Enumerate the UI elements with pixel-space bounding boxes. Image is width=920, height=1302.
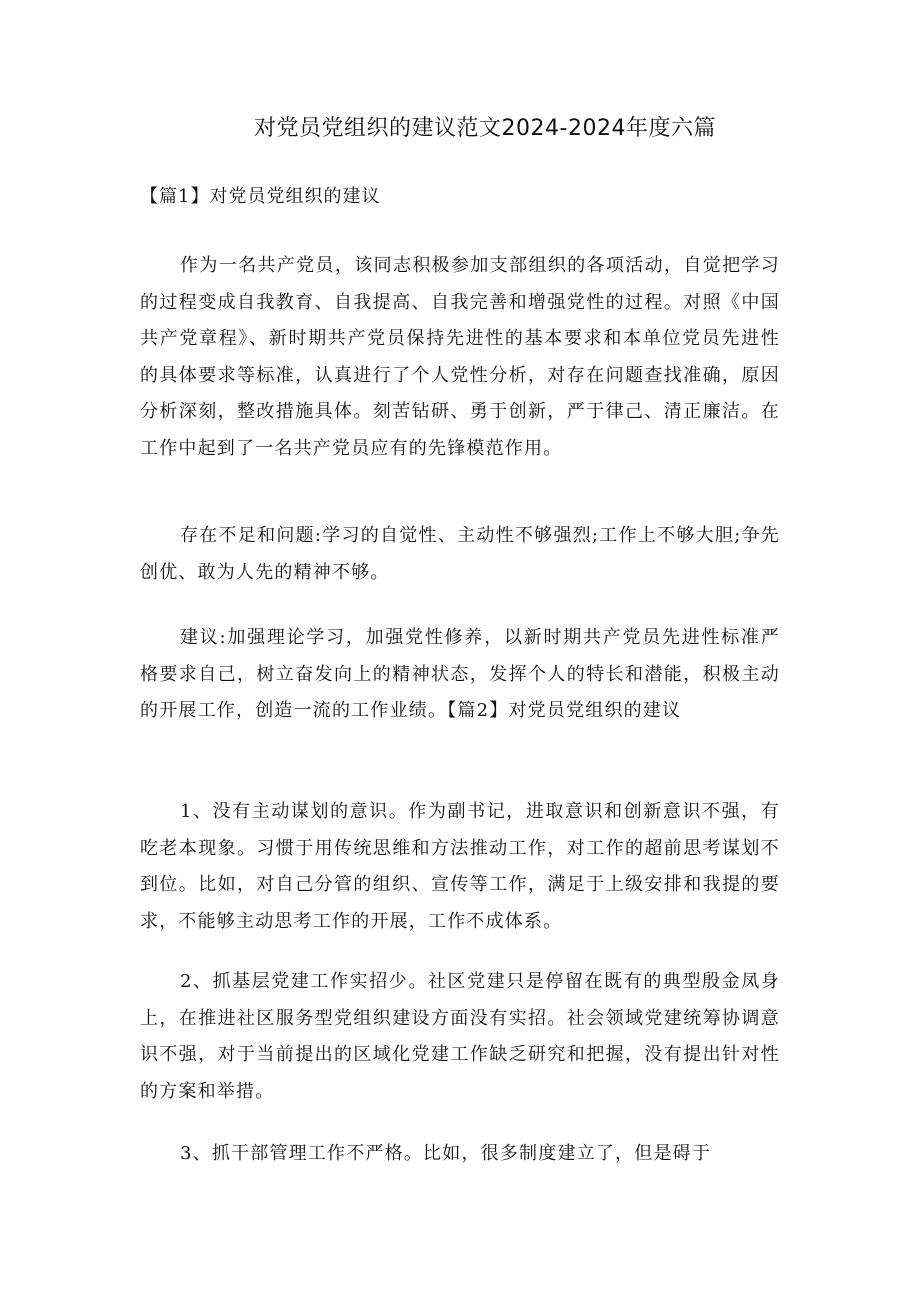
- section-heading: 【篇1】对党员党组织的建议: [140, 186, 381, 207]
- paragraph-5: 2、抓基层党建工作实招少。社区党建只是停留在既有的典型殷金凤身上，在推进社区服务型党组织建设方面没有实招。社会领域党建统筹协调意识不强，对于当前提出的区域化党建工作缺乏研究和把握，没有提出针对性的方案和举措。: [140, 971, 780, 1102]
- paragraph-6: 3、抓干部管理工作不严格。比如，很多制度建立了，但是碍于: [180, 1143, 712, 1164]
- paragraph-2: 存在不足和问题:学习的自觉性、主动性不够强烈;工作上不够大胆;争先创优、敢为人先的精神不够。: [140, 525, 780, 583]
- document-title: 对党员党组织的建议范文2024-2024年度六篇: [254, 116, 716, 141]
- paragraph-1: 作为一名共产党员，该同志积极参加支部组织的各项活动，自觉把学习的过程变成自我教育、自我提高、自我完善和增强党性的过程。对照《中国共产党章程》、新时期共产党员保持先进性的基本要求和本单位党员先进性的具体要求等标准，认真进行了个人党性分析，对存在问题查找准确，原因分析深刻，整改措施具体。刻苦钻研、勇于创新，严于律己、清正廉洁。在工作中起到了一名共产党员应有的先锋模范作用。: [140, 255, 780, 459]
- paragraph-4: 1、没有主动谋划的意识。作为副书记，进取意识和创新意识不强，有吃老本现象。习惯于用传统思维和方法推动工作，对工作的超前思考谋划不到位。比如，对自己分管的组织、宣传等工作，满足于上级安排和我提的要求，不能够主动思考工作的开展，工作不成体系。: [140, 801, 780, 932]
- paragraph-3: 建议:加强理论学习，加强党性修养，以新时期共产党员先进性标准严格要求自己，树立奋发向上的精神状态，发挥个人的特长和潜能，积极主动的开展工作，创造一流的工作业绩。【篇2】对党员党组织的建议: [140, 627, 780, 722]
